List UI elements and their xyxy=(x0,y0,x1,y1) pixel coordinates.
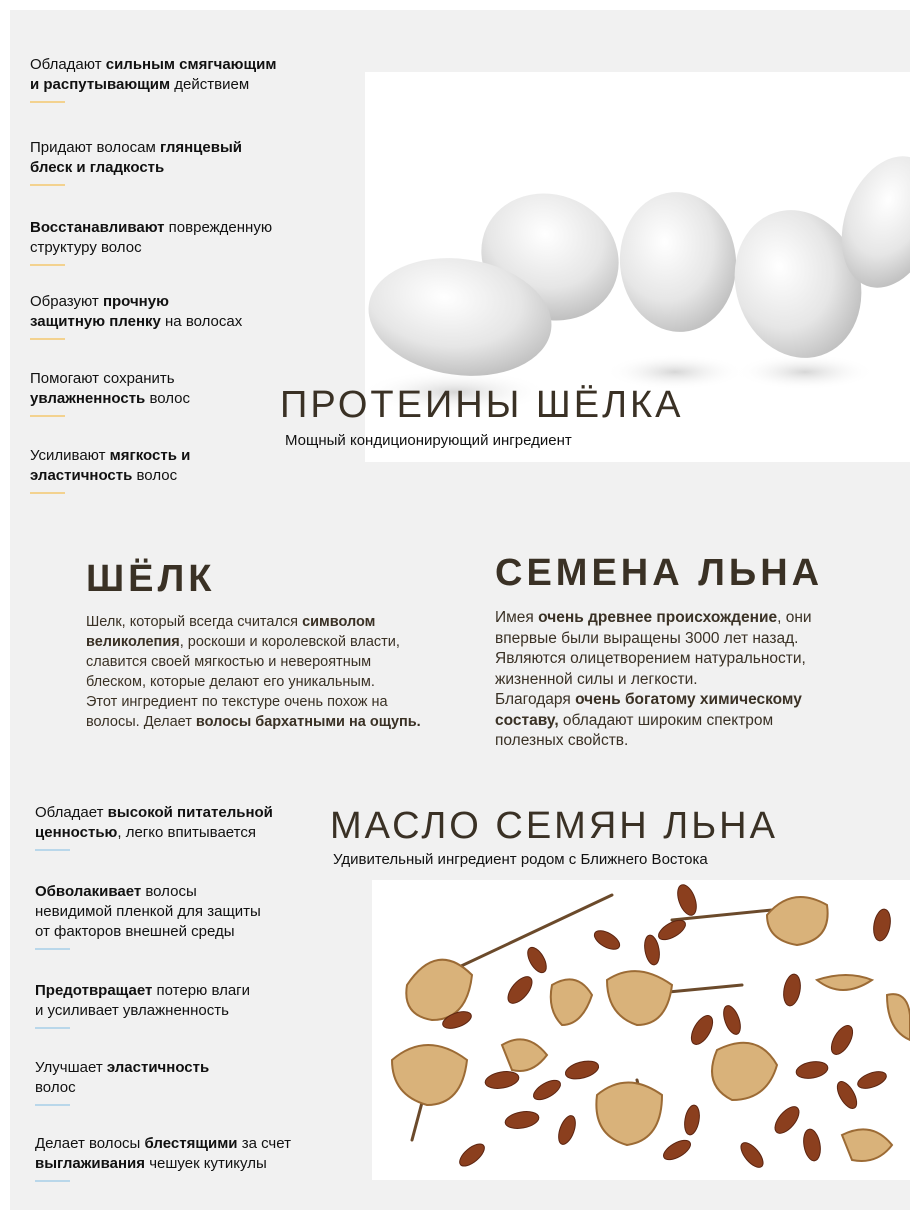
plain-text: Образуют xyxy=(30,293,103,310)
plain-text: волосы xyxy=(141,883,197,900)
silk-proteins-title: ПРОТЕИНЫ ШЁЛКА xyxy=(280,384,684,426)
feature-underline xyxy=(35,1027,70,1029)
feature-underline xyxy=(35,849,70,851)
plain-text: волос xyxy=(132,467,178,484)
emphasis-text: сильным смягчающим xyxy=(105,56,277,73)
plain-text: волосы. Делает xyxy=(86,714,196,730)
plain-text: Усиливают xyxy=(30,447,110,464)
plain-text: Имея xyxy=(495,609,539,626)
top-feature-item xyxy=(30,138,340,178)
plain-text: и усиливает увлажненность xyxy=(35,1002,229,1019)
emphasis-text: символом xyxy=(302,614,376,630)
emphasis-text: мягкость и xyxy=(109,447,191,464)
emphasis-text: Обволакивает xyxy=(35,883,142,900)
plain-text: Помогают сохранить xyxy=(30,370,175,387)
plain-text: поврежденную xyxy=(164,219,273,236)
silk-title: ШЁЛК xyxy=(86,558,216,600)
emphasis-text: очень древнее происхождение xyxy=(538,609,778,626)
plain-text: обладают широким спектром xyxy=(558,711,774,729)
plain-text: Благодаря xyxy=(495,691,576,708)
emphasis-text: эластичность xyxy=(106,1059,210,1076)
feature-underline xyxy=(30,492,65,494)
plain-text: чешуек кутикулы xyxy=(145,1155,267,1172)
plain-text: от факторов внешней среды xyxy=(35,923,235,940)
plain-text: невидимой пленкой для защиты xyxy=(35,903,261,920)
emphasis-text: ценностью xyxy=(35,824,118,841)
flax-seeds-description xyxy=(495,608,855,752)
top-feature-item xyxy=(30,55,340,95)
bottom-feature-item xyxy=(35,1134,345,1174)
plain-text: Обладает xyxy=(35,804,108,821)
emphasis-text: увлажненность xyxy=(30,390,146,407)
emphasis-text: волосы бархатными на ощупь. xyxy=(195,714,421,730)
emphasis-text: Предотвращает xyxy=(35,982,153,999)
feature-underline xyxy=(30,415,65,417)
top-feature-item xyxy=(30,218,340,258)
flax-oil-subtitle: Удивительный ингредиент родом с Ближнего Востока xyxy=(333,851,708,868)
silk-description xyxy=(86,612,436,732)
plain-text: , они xyxy=(777,609,812,626)
plain-text: Этот ингредиент по текстуре очень похож на xyxy=(86,694,388,710)
flax-oil-title: МАСЛО СЕМЯН ЛЬНА xyxy=(330,805,778,847)
plain-text: блеском, которые делают его уникальным. xyxy=(86,674,375,690)
plain-text: структуру волос xyxy=(30,239,142,256)
plain-text: Обладают xyxy=(30,56,106,73)
top-feature-item xyxy=(30,292,340,332)
plain-text: за счет xyxy=(237,1135,291,1152)
plain-text: Шелк, который всегда считался xyxy=(86,614,303,630)
plain-text: действием xyxy=(170,76,250,93)
silk-proteins-subtitle: Мощный кондиционирующий ингредиент xyxy=(285,432,572,449)
emphasis-text: блеск и гладкость xyxy=(30,159,165,176)
plain-text: Делает волосы xyxy=(35,1135,145,1152)
plain-text: волос xyxy=(145,390,191,407)
flax-seeds-title: СЕМЕНА ЛЬНА xyxy=(495,552,824,594)
emphasis-text: составу, xyxy=(495,711,559,729)
plain-text: полезных свойств. xyxy=(495,732,629,749)
emphasis-text: глянцевый xyxy=(159,139,242,156)
plain-text: , легко впитывается xyxy=(117,824,256,841)
plain-text: Улучшает xyxy=(35,1059,107,1076)
emphasis-text: и распутывающим xyxy=(30,76,171,93)
emphasis-text: защитную пленку xyxy=(30,313,161,330)
emphasis-text: великолепия xyxy=(86,634,180,650)
feature-underline xyxy=(35,1104,70,1106)
plain-text: жизненной силы и легкости. xyxy=(495,670,698,688)
emphasis-text: высокой питательной xyxy=(107,804,273,821)
bottom-feature-item xyxy=(35,803,345,843)
top-feature-item xyxy=(30,446,340,486)
plain-text: славится своей мягкостью и невероятным xyxy=(86,654,372,670)
plain-text: волос xyxy=(35,1079,76,1096)
bottom-feature-item xyxy=(35,1058,345,1098)
feature-underline xyxy=(30,338,65,340)
plain-text: на волосах xyxy=(160,313,243,330)
feature-underline xyxy=(35,1180,70,1182)
feature-underline xyxy=(30,264,65,266)
emphasis-text: прочную xyxy=(102,293,169,310)
plain-text: Являются олицетворением натуральности, xyxy=(495,650,806,667)
emphasis-text: эластичность xyxy=(30,467,133,484)
emphasis-text: очень богатому химическому xyxy=(575,691,802,708)
plain-text: потерю влаги xyxy=(152,982,251,999)
plain-text: , роскоши и королевской власти, xyxy=(179,634,400,650)
emphasis-text: выглаживания xyxy=(35,1155,146,1172)
plain-text: впервые были выращены 3000 лет назад. xyxy=(495,629,799,647)
feature-underline xyxy=(30,184,65,186)
bottom-feature-item xyxy=(35,882,345,942)
emphasis-text: Восстанавливают xyxy=(30,219,165,236)
plain-text: Придают волосам xyxy=(30,139,160,156)
emphasis-text: блестящими xyxy=(144,1135,238,1152)
flax-seeds-photo xyxy=(372,880,910,1180)
bottom-feature-item xyxy=(35,981,345,1021)
feature-underline xyxy=(35,948,70,950)
feature-underline xyxy=(30,101,65,103)
